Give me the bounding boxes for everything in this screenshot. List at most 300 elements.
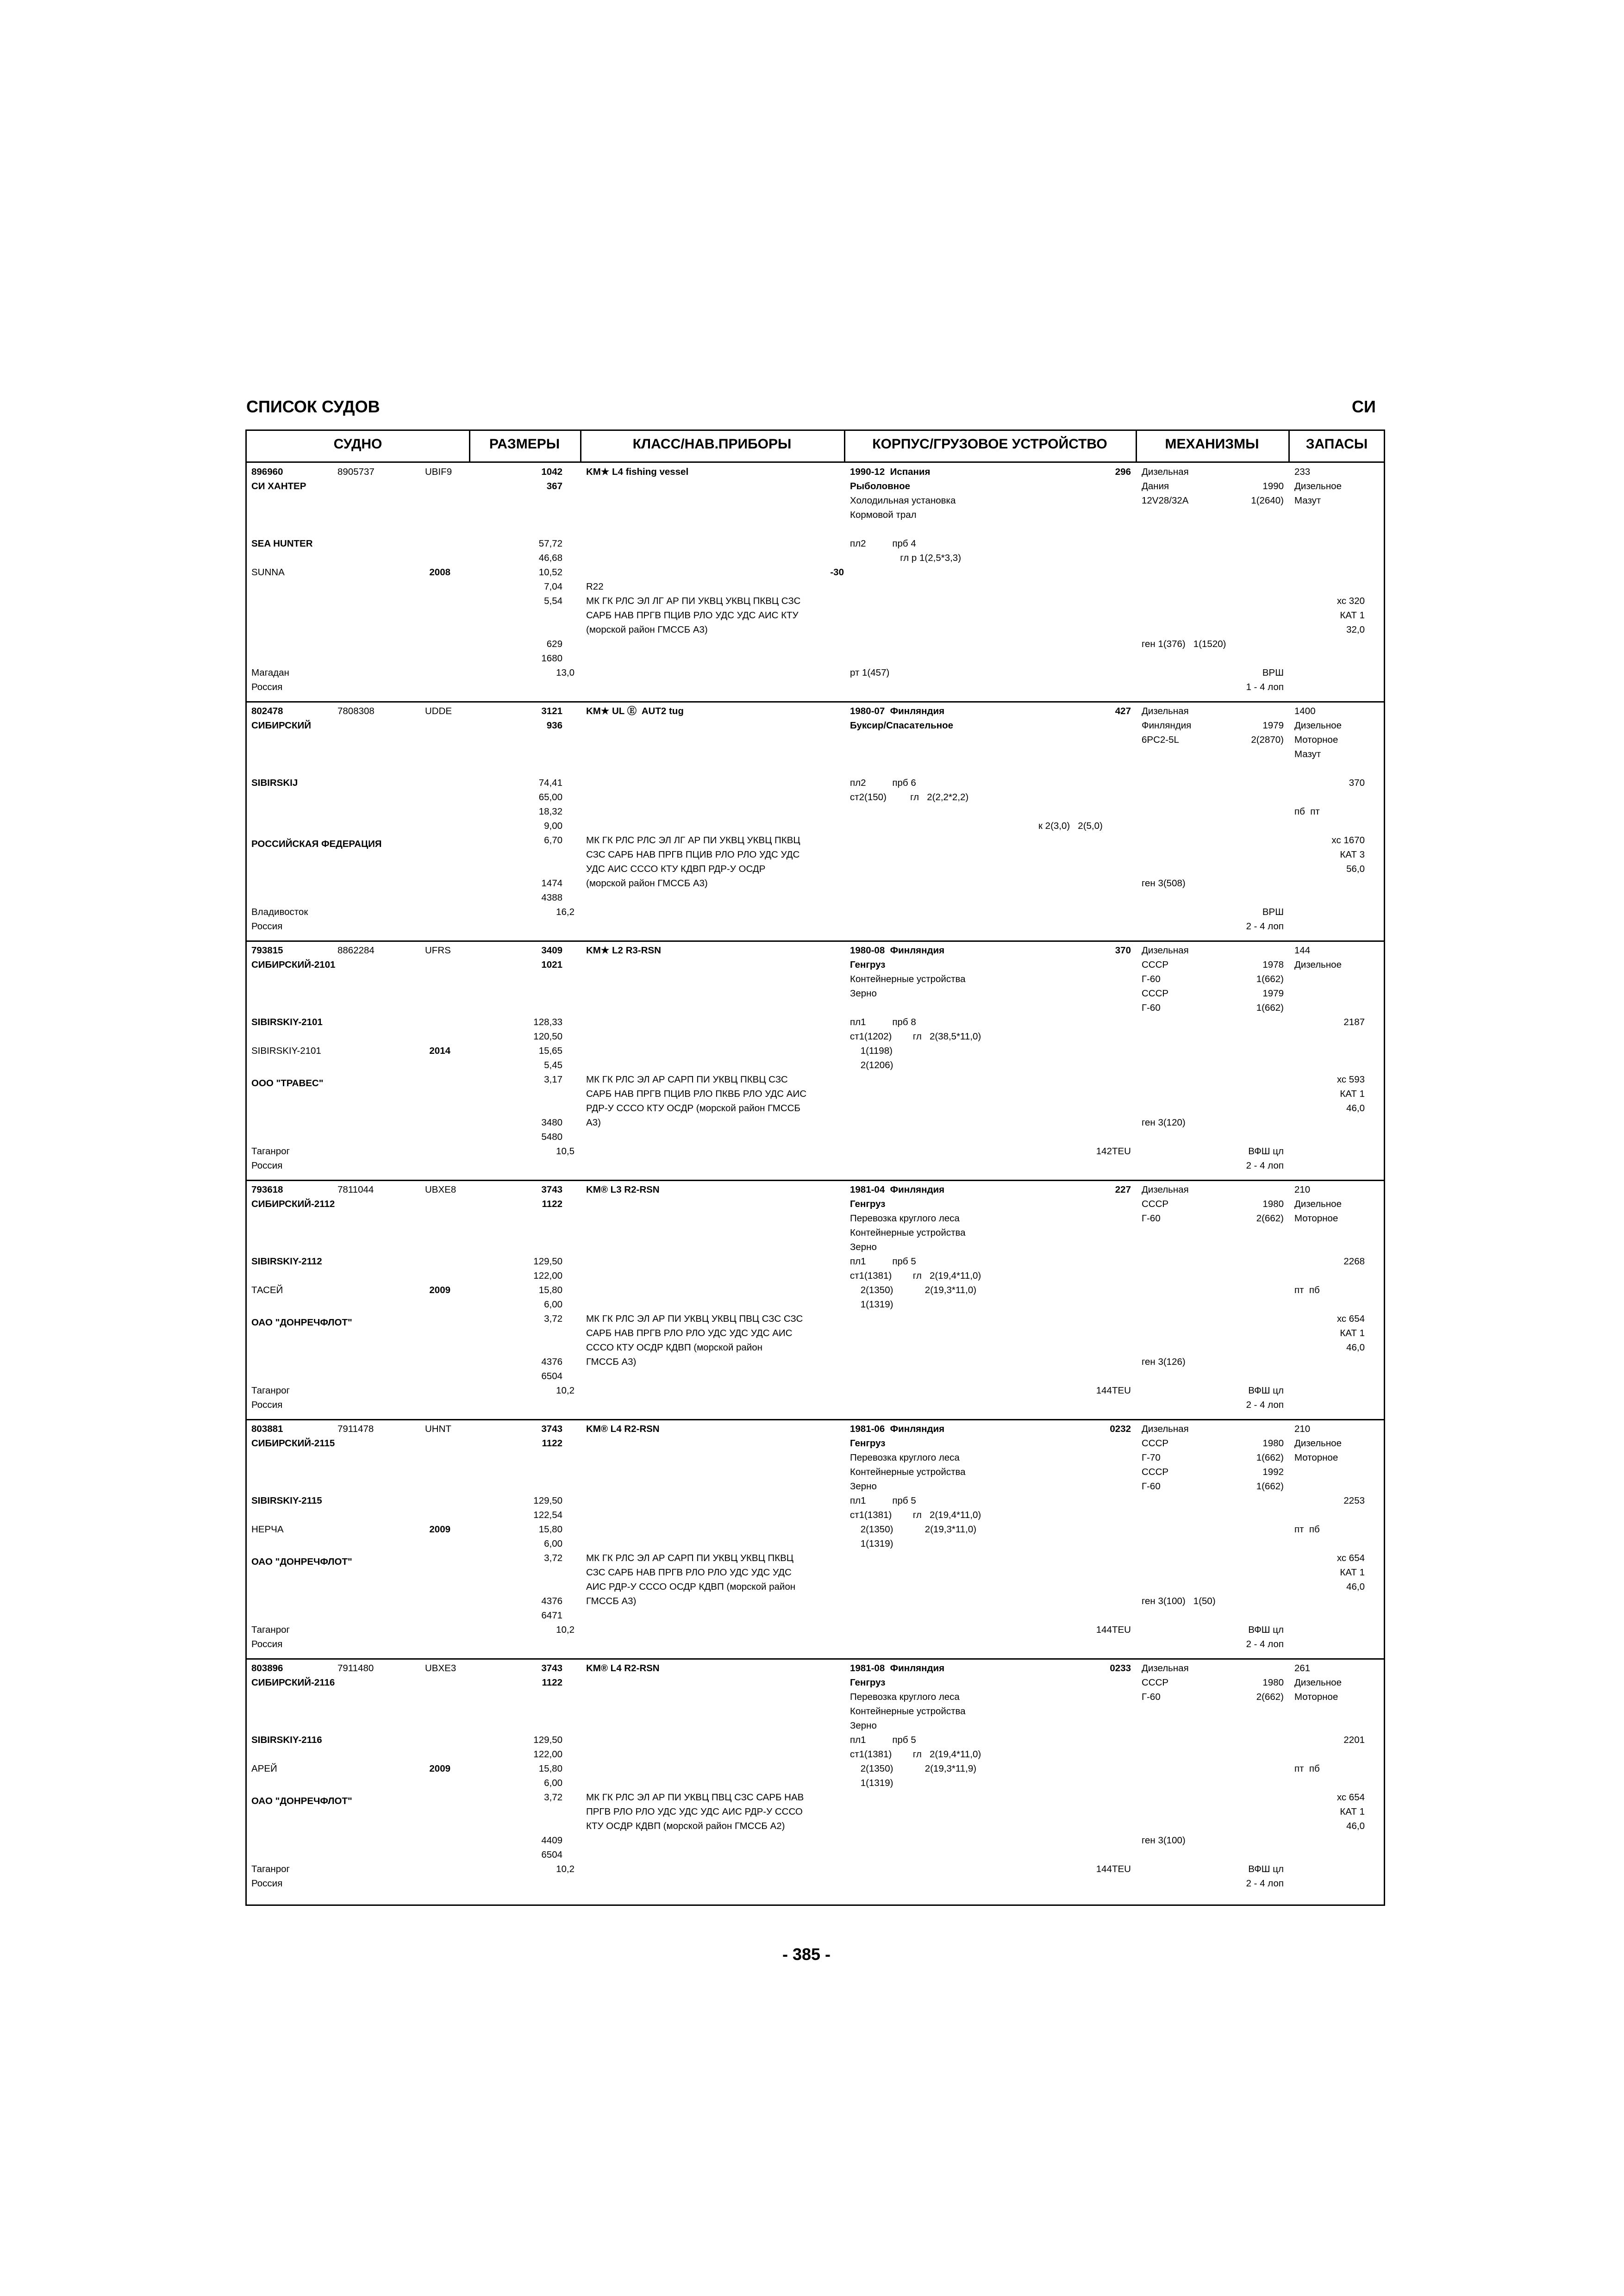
- engine-power: 1980: [1262, 1199, 1284, 1209]
- generator-info: ген 3(126): [1142, 1356, 1186, 1367]
- dimension-value: 15,80: [538, 1524, 562, 1535]
- imo-number: 8905737: [337, 467, 375, 477]
- engine-power: 1(662): [1256, 1002, 1284, 1013]
- fuel-info: Дизельное: [1294, 1677, 1342, 1688]
- cargo-gear-info: КАТ 1: [1340, 1328, 1365, 1338]
- ship-name: СИБИРСКИЙ-2101: [251, 959, 336, 970]
- dimension-value: 122,00: [533, 1749, 562, 1760]
- fuel-info: Дизельное: [1294, 481, 1342, 492]
- hold-info: 2(1350) 2(19,3*11,0): [850, 1524, 977, 1535]
- gross-tonnage: 3743: [541, 1663, 562, 1674]
- ship-type: Буксир/Спасательное: [850, 720, 954, 731]
- gross-tonnage: 3121: [541, 706, 562, 716]
- nav-equipment-line: МК ГК РЛС ЭЛ АР САРП ПИ УКВЦ УКВЦ ПКВЦ: [586, 1553, 793, 1563]
- ship-record: [247, 1181, 1384, 1420]
- hull-description: Холодильная установка: [850, 495, 956, 506]
- engine-info: Г-60: [1142, 1213, 1161, 1224]
- engine-info: СССР: [1142, 1677, 1169, 1688]
- engine-power: 1(2640): [1251, 495, 1284, 506]
- fuel-info: 210: [1294, 1184, 1311, 1195]
- engine-power: 1978: [1262, 959, 1284, 970]
- former-name: SUNNA: [251, 567, 285, 578]
- net-tonnage: 1021: [541, 959, 562, 970]
- owner: ООО "ТРАВЕС": [251, 1078, 324, 1089]
- net-tonnage: 936: [546, 720, 562, 731]
- nav-equipment-line: (морской район ГМССБ А3): [586, 878, 708, 889]
- tank-location: пт пб: [1294, 1285, 1320, 1295]
- class-notation: KM® L3 R2-RSN: [586, 1184, 660, 1195]
- engine-power: 1992: [1262, 1467, 1284, 1477]
- hull-description: Контейнерные устройства: [850, 1706, 966, 1717]
- call-sign: UBXE3: [425, 1663, 456, 1674]
- dimension-value: 15,65: [538, 1045, 562, 1056]
- cargo-gear-info: 46,0: [1346, 1342, 1365, 1353]
- register-number: 793815: [251, 945, 283, 956]
- col-divider: [469, 431, 470, 462]
- home-port: Владивосток: [251, 907, 308, 917]
- generator-info: ген 3(120): [1142, 1117, 1186, 1128]
- nav-equipment-line: КТУ ОСДР КДВП (морской район ГМССБ А2): [586, 1821, 785, 1831]
- engine-info: 12V28/32A: [1142, 495, 1189, 506]
- col-header-class: КЛАСС/НАВ.ПРИБОРЫ: [632, 436, 792, 452]
- cargo-gear-info: хс 320: [1337, 596, 1365, 606]
- col-header-stores: ЗАПАСЫ: [1305, 436, 1368, 452]
- gross-tonnage: 3409: [541, 945, 562, 956]
- class-notation: KM★ L4 fishing vessel: [586, 467, 689, 477]
- hold-info: 1(1198): [850, 1045, 893, 1056]
- fuel-info: 233: [1294, 467, 1311, 477]
- propeller-type: ВФШ цл: [1248, 1864, 1284, 1874]
- dimension-value: 129,50: [533, 1495, 562, 1506]
- hull-ice-value: -30: [830, 567, 844, 578]
- home-port: Магадан: [251, 667, 289, 678]
- tank-capacity: 2201: [1343, 1735, 1365, 1745]
- call-sign: UHNT: [425, 1424, 451, 1434]
- engine-power: 2(662): [1256, 1213, 1284, 1224]
- record-divider: [247, 1419, 1384, 1420]
- nav-equipment-line: МК ГК РЛС ЭЛ АР САРП ПИ УКВЦ ПКВЦ СЗС: [586, 1074, 788, 1085]
- propeller-blades: 2 - 4 лоп: [1246, 1639, 1284, 1649]
- dimension-value: 74,41: [538, 778, 562, 788]
- nav-equipment-line: АИС РДР-У СССО ОСДР КДВП (морской район: [586, 1581, 796, 1592]
- engine-info: СССР: [1142, 1199, 1169, 1209]
- dimension-value: 4376: [541, 1356, 562, 1367]
- cargo-gear-info: 32,0: [1346, 624, 1365, 635]
- ship-type: Генгруз: [850, 1677, 886, 1688]
- ship-name: СИБИРСКИЙ-2112: [251, 1199, 335, 1209]
- hold-info: пл1 прб 5: [850, 1495, 916, 1506]
- dimension-value: 13,0: [556, 667, 575, 678]
- hull-description: Зерно: [850, 1720, 877, 1731]
- flag-country: Россия: [251, 1400, 283, 1410]
- propeller-blades: 1 - 4 лоп: [1246, 682, 1284, 692]
- class-notation: KM★ L2 R3-RSN: [586, 945, 661, 956]
- hold-info: пл2 прб 4: [850, 538, 916, 549]
- nav-equipment-line: СЗС САРБ НАВ ПРГВ ПЦИВ РЛО РЛО УДС УДС: [586, 849, 800, 860]
- home-port: Таганрог: [251, 1385, 290, 1396]
- cargo-gear-info: КАТ 3: [1340, 849, 1365, 860]
- former-name: SIBIRSKIY-2101: [251, 1045, 321, 1056]
- nav-equipment-line: САРБ НАВ ПРГВ ПЦИВ РЛО ПКВБ РЛО УДС АИС: [586, 1089, 807, 1099]
- dimension-value: 3,72: [544, 1792, 562, 1803]
- ship-name: СИБИРСКИЙ-2115: [251, 1438, 335, 1449]
- hold-info: гл р 1(2,5*3,3): [850, 553, 962, 563]
- cargo-gear-info: 46,0: [1346, 1821, 1365, 1831]
- former-name-year: 2014: [429, 1045, 450, 1056]
- cargo-gear-info: хс 654: [1337, 1553, 1365, 1563]
- nav-equipment-line: РДР-У СССО КТУ ОСДР (морской район ГМССБ: [586, 1103, 800, 1114]
- dimension-value: 10,2: [556, 1385, 575, 1396]
- hull-number: 427: [1115, 706, 1131, 716]
- propeller-type: ВРШ: [1262, 667, 1284, 678]
- hull-description: Контейнерные устройства: [850, 1467, 966, 1477]
- cargo-gear-info: КАТ 1: [1340, 1567, 1365, 1578]
- dimension-value: 7,04: [544, 581, 562, 592]
- flag-country: Россия: [251, 1639, 283, 1649]
- nav-equipment-line: (морской район ГМССБ А3): [586, 624, 708, 635]
- hull-number: 370: [1115, 945, 1131, 956]
- cargo-gear-info: хс 654: [1337, 1313, 1365, 1324]
- hold-info: пл1 прб 5: [850, 1735, 916, 1745]
- dimension-value: 10,52: [538, 567, 562, 578]
- former-name-year: 2009: [429, 1285, 450, 1295]
- nav-equipment-line: А3): [586, 1117, 601, 1128]
- class-notation: KM★ UL Ⓔ AUT2 tug: [586, 706, 684, 716]
- latin-name: SIBIRSKIJ: [251, 778, 298, 788]
- dimension-value: 122,54: [533, 1510, 562, 1520]
- engine-info: Дизельная: [1142, 1424, 1189, 1434]
- former-name: АРЕЙ: [251, 1763, 277, 1774]
- dimension-value: 6504: [541, 1371, 562, 1381]
- propeller-type: ВФШ цл: [1248, 1146, 1284, 1157]
- hull-description: Зерно: [850, 988, 877, 999]
- call-sign: UDDE: [425, 706, 452, 716]
- cargo-gear-info: КАТ 1: [1340, 1806, 1365, 1817]
- ship-table: [245, 429, 1385, 1906]
- container-capacity: 144TEU: [1096, 1385, 1131, 1396]
- tank-location: пт пб: [1294, 1763, 1320, 1774]
- col-divider: [580, 431, 581, 462]
- home-port: Таганрог: [251, 1146, 290, 1157]
- nav-equipment-line: САРБ НАВ ПРГВ ПЦИВ РЛО УДС УДС АИС КТУ: [586, 610, 799, 621]
- fuel-info: Дизельное: [1294, 1438, 1342, 1449]
- ship-type: Рыболовное: [850, 481, 911, 492]
- nav-equipment-line: ПРГВ РЛО РЛО УДС УДС УДС АИС РДР-У СССО: [586, 1806, 803, 1817]
- engine-info: Дания: [1142, 481, 1169, 492]
- latin-name: SIBIRSKIY-2116: [251, 1735, 322, 1745]
- call-sign: UBIF9: [425, 467, 452, 477]
- hold-info: ст2(150) гл 2(2,2*2,2): [850, 792, 969, 803]
- imo-number: 7808308: [337, 706, 375, 716]
- dimension-value: 629: [546, 639, 562, 649]
- hold-info: пл2 прб 6: [850, 778, 916, 788]
- engine-power: 1(662): [1256, 974, 1284, 984]
- dimension-value: 46,68: [538, 553, 562, 563]
- build-date-country: 1981-08 Финляндия: [850, 1663, 945, 1674]
- dimension-value: 128,33: [533, 1017, 562, 1027]
- engine-info: Дизельная: [1142, 945, 1189, 956]
- page-number: - 385 -: [782, 1945, 831, 1964]
- dimension-value: 6,70: [544, 835, 562, 846]
- propeller-blades: 2 - 4 лоп: [1246, 1878, 1284, 1889]
- dimension-value: 5,45: [544, 1060, 562, 1070]
- engine-power: 1979: [1262, 988, 1284, 999]
- hull-bottom-info: рт 1(457): [850, 667, 890, 678]
- dimension-value: 122,00: [533, 1270, 562, 1281]
- fuel-info: Моторное: [1294, 734, 1338, 745]
- propeller-type: ВФШ цл: [1248, 1385, 1284, 1396]
- col-header-dimensions: РАЗМЕРЫ: [489, 436, 560, 452]
- dimension-value: 3480: [541, 1117, 562, 1128]
- build-date-country: 1980-08 Финляндия: [850, 945, 945, 956]
- hold-info: 1(1319): [850, 1538, 893, 1549]
- dimension-value: 1474: [541, 878, 562, 889]
- hull-number: 227: [1115, 1184, 1131, 1195]
- dimension-value: 6,00: [544, 1538, 562, 1549]
- propeller-blades: 2 - 4 лоп: [1246, 1160, 1284, 1171]
- imo-number: 7911478: [337, 1424, 374, 1434]
- engine-power: 2(662): [1256, 1692, 1284, 1702]
- tank-capacity: 370: [1349, 778, 1365, 788]
- hold-info: ст1(1381) гл 2(19,4*11,0): [850, 1270, 981, 1281]
- fuel-info: 144: [1294, 945, 1311, 956]
- hull-number: 0233: [1110, 1663, 1131, 1674]
- flag-country: Россия: [251, 1878, 283, 1889]
- hull-description: Контейнерные устройства: [850, 1227, 966, 1238]
- record-divider: [247, 1180, 1384, 1181]
- register-number: 793618: [251, 1184, 283, 1195]
- ship-name: СИБИРСКИЙ-2116: [251, 1677, 335, 1688]
- dimension-value: 3,72: [544, 1553, 562, 1563]
- generator-info: ген 3(100) 1(50): [1142, 1596, 1216, 1606]
- fuel-info: Моторное: [1294, 1213, 1338, 1224]
- engine-power: 1(662): [1256, 1452, 1284, 1463]
- ship-name: СИБИРСКИЙ: [251, 720, 311, 731]
- owner: ОАО "ДОНРЕЧФЛОТ": [251, 1317, 352, 1328]
- engine-info: Дизельная: [1142, 467, 1189, 477]
- dimension-value: 3,17: [544, 1074, 562, 1085]
- dimension-value: 15,80: [538, 1763, 562, 1774]
- nav-equipment-line: ГМССБ А3): [586, 1596, 637, 1606]
- dimension-value: 9,00: [544, 821, 562, 831]
- dimension-value: 10,5: [556, 1146, 575, 1157]
- fuel-info: 1400: [1294, 706, 1316, 716]
- call-sign: UFRS: [425, 945, 451, 956]
- engine-info: Г-60: [1142, 974, 1161, 984]
- col-header-hull: КОРПУС/ГРУЗОВОЕ УСТРОЙСТВО: [872, 436, 1107, 452]
- record-divider: [247, 1658, 1384, 1660]
- imo-number: 8862284: [337, 945, 375, 956]
- fuel-info: 261: [1294, 1663, 1311, 1674]
- engine-power: 1979: [1262, 720, 1284, 731]
- cargo-gear-info: хс 654: [1337, 1792, 1365, 1803]
- ship-record: [247, 941, 1384, 1181]
- dimension-value: 4388: [541, 892, 562, 903]
- dimension-value: 3,72: [544, 1313, 562, 1324]
- engine-power: 1980: [1262, 1438, 1284, 1449]
- nav-equipment-line: МК ГК РЛС ЭЛ ЛГ АР ПИ УКВЦ УКВЦ ПКВЦ СЗС: [586, 596, 801, 606]
- engine-info: Дизельная: [1142, 1663, 1189, 1674]
- fuel-info: Дизельное: [1294, 959, 1342, 970]
- fuel-info: Моторное: [1294, 1692, 1338, 1702]
- dimension-value: 4409: [541, 1835, 562, 1846]
- hold-info: 2(1350) 2(19,3*11,9): [850, 1763, 977, 1774]
- hold-info: пл1 прб 5: [850, 1256, 916, 1267]
- flag-country: Россия: [251, 682, 283, 692]
- hold-info: 1(1319): [850, 1299, 893, 1310]
- imo-number: 7911480: [337, 1663, 374, 1674]
- tank-location: пт пб: [1294, 1524, 1320, 1535]
- propeller-blades: 2 - 4 лоп: [1246, 921, 1284, 932]
- dimension-value: 57,72: [538, 538, 562, 549]
- generator-info: ген 1(376) 1(1520): [1142, 639, 1226, 649]
- engine-info: Г-60: [1142, 1002, 1161, 1013]
- owner: РОССИЙСКАЯ ФЕДЕРАЦИЯ: [251, 839, 382, 849]
- ship-record: [247, 1659, 1384, 1898]
- dimension-value: 10,2: [556, 1864, 575, 1874]
- engine-info: СССР: [1142, 988, 1169, 999]
- hull-description: Зерно: [850, 1481, 877, 1492]
- container-capacity: 144TEU: [1096, 1624, 1131, 1635]
- dimension-value: 4376: [541, 1596, 562, 1606]
- engine-power: 1980: [1262, 1677, 1284, 1688]
- hull-number: 296: [1115, 467, 1131, 477]
- gross-tonnage: 1042: [541, 467, 562, 477]
- tank-location: пб пт: [1294, 806, 1320, 817]
- dimension-value: 65,00: [538, 792, 562, 803]
- tank-capacity: 2268: [1343, 1256, 1365, 1267]
- hull-description: Зерно: [850, 1242, 877, 1252]
- hold-info: 2(1206): [850, 1060, 893, 1070]
- dimension-value: 129,50: [533, 1256, 562, 1267]
- record-divider: [247, 701, 1384, 703]
- container-capacity: 142TEU: [1096, 1146, 1131, 1157]
- section-letters: СИ: [1352, 397, 1376, 416]
- dimension-value: 6,00: [544, 1778, 562, 1788]
- dimension-value: 5480: [541, 1132, 562, 1142]
- class-notation: KM® L4 R2-RSN: [586, 1663, 660, 1674]
- net-tonnage: 1122: [542, 1438, 562, 1449]
- generator-info: ген 3(508): [1142, 878, 1186, 889]
- nav-equipment-line: МК ГК РЛС ЭЛ АР ПИ УКВЦ УКВЦ ПВЦ СЗС СЗС: [586, 1313, 803, 1324]
- tank-capacity: 2187: [1343, 1017, 1365, 1027]
- ship-type: Генгруз: [850, 959, 886, 970]
- hull-number: 0232: [1110, 1424, 1131, 1434]
- ship-name: СИ ХАНТЕР: [251, 481, 306, 492]
- cargo-gear-info: 46,0: [1346, 1581, 1365, 1592]
- net-tonnage: 1122: [542, 1199, 562, 1209]
- nav-equipment-line: СЗС САРБ НАВ ПРГВ РЛО РЛО УДС УДС УДС: [586, 1567, 792, 1578]
- cargo-gear-info: КАТ 1: [1340, 610, 1365, 621]
- dimension-value: 18,32: [538, 806, 562, 817]
- class-extra: R22: [586, 581, 604, 592]
- col-header-machinery: МЕХАНИЗМЫ: [1165, 436, 1259, 452]
- propeller-type: ВФШ цл: [1248, 1624, 1284, 1635]
- hold-info: пл1 прб 8: [850, 1017, 916, 1027]
- engine-info: Финляндия: [1142, 720, 1192, 731]
- engine-power: 2(2870): [1251, 734, 1284, 745]
- engine-info: СССР: [1142, 959, 1169, 970]
- ship-type: Генгруз: [850, 1199, 886, 1209]
- ship-record: [247, 463, 1384, 702]
- propeller-type: ВРШ: [1262, 907, 1284, 917]
- owner: ОАО "ДОНРЕЧФЛОТ": [251, 1796, 352, 1806]
- fuel-info: Дизельное: [1294, 720, 1342, 731]
- cargo-gear-info: КАТ 1: [1340, 1089, 1365, 1099]
- fuel-info: Мазут: [1294, 749, 1321, 759]
- register-number: 896960: [251, 467, 283, 477]
- fuel-info: Дизельное: [1294, 1199, 1342, 1209]
- former-name-year: 2009: [429, 1763, 450, 1774]
- hull-description: Кормовой трал: [850, 510, 917, 520]
- dimension-value: 129,50: [533, 1735, 562, 1745]
- dimension-value: 16,2: [556, 907, 575, 917]
- engine-info: Г-60: [1142, 1481, 1161, 1492]
- flag-country: Россия: [251, 1160, 283, 1171]
- dimension-value: 10,2: [556, 1624, 575, 1635]
- home-port: Таганрог: [251, 1624, 290, 1635]
- fuel-info: Мазут: [1294, 495, 1321, 506]
- former-name-year: 2008: [429, 567, 450, 578]
- cargo-gear-info: хс 1670: [1331, 835, 1365, 846]
- hold-info: ст1(1202) гл 2(38,5*11,0): [850, 1031, 981, 1042]
- latin-name: SEA HUNTER: [251, 538, 313, 549]
- engine-info: СССР: [1142, 1467, 1169, 1477]
- dimension-value: 120,50: [533, 1031, 562, 1042]
- gross-tonnage: 3743: [541, 1184, 562, 1195]
- page-title: СПИСОК СУДОВ: [246, 397, 380, 416]
- hold-info: ст1(1381) гл 2(19,4*11,0): [850, 1749, 981, 1760]
- record-divider: [247, 940, 1384, 942]
- former-name-year: 2009: [429, 1524, 450, 1535]
- engine-info: СССР: [1142, 1438, 1169, 1449]
- register-number: 803896: [251, 1663, 283, 1674]
- hold-info: ст1(1381) гл 2(19,4*11,0): [850, 1510, 981, 1520]
- call-sign: UBXE8: [425, 1184, 456, 1195]
- col-header-ship: СУДНО: [333, 436, 382, 452]
- dimension-value: 5,54: [544, 596, 562, 606]
- container-capacity: 144TEU: [1096, 1864, 1131, 1874]
- build-date-country: 1981-04 Финляндия: [850, 1184, 945, 1195]
- ship-type: Генгруз: [850, 1438, 886, 1449]
- owner: ОАО "ДОНРЕЧФЛОТ": [251, 1556, 352, 1567]
- generator-info: ген 3(100): [1142, 1835, 1186, 1846]
- dimension-value: 6471: [541, 1610, 562, 1621]
- tank-capacity: 2253: [1343, 1495, 1365, 1506]
- register-number: 802478: [251, 706, 283, 716]
- hull-description: Контейнерные устройства: [850, 974, 966, 984]
- former-name: НЕРЧА: [251, 1524, 284, 1535]
- hold-info: 1(1319): [850, 1778, 893, 1788]
- engine-info: 6PC2-5L: [1142, 734, 1179, 745]
- build-date-country: 1990-12 Испания: [850, 467, 931, 477]
- nav-equipment-line: УДС АИС СССО КТУ КДВП РДР-У ОСДР: [586, 864, 766, 874]
- hull-description: Перевозка круглого леса: [850, 1452, 960, 1463]
- col-divider: [844, 431, 845, 462]
- engine-info: Г-70: [1142, 1452, 1161, 1463]
- nav-equipment-line: ГМССБ А3): [586, 1356, 637, 1367]
- build-date-country: 1981-06 Финляндия: [850, 1424, 945, 1434]
- cargo-gear-info: хс 593: [1337, 1074, 1365, 1085]
- engine-info: Дизельная: [1142, 1184, 1189, 1195]
- latin-name: SIBIRSKIY-2115: [251, 1495, 322, 1506]
- latin-name: SIBIRSKIY-2112: [251, 1256, 322, 1267]
- fuel-info: 210: [1294, 1424, 1311, 1434]
- hold-info: 2(1350) 2(19,3*11,0): [850, 1285, 977, 1295]
- fuel-info: Моторное: [1294, 1452, 1338, 1463]
- dimension-value: 6,00: [544, 1299, 562, 1310]
- ship-record: [247, 1420, 1384, 1659]
